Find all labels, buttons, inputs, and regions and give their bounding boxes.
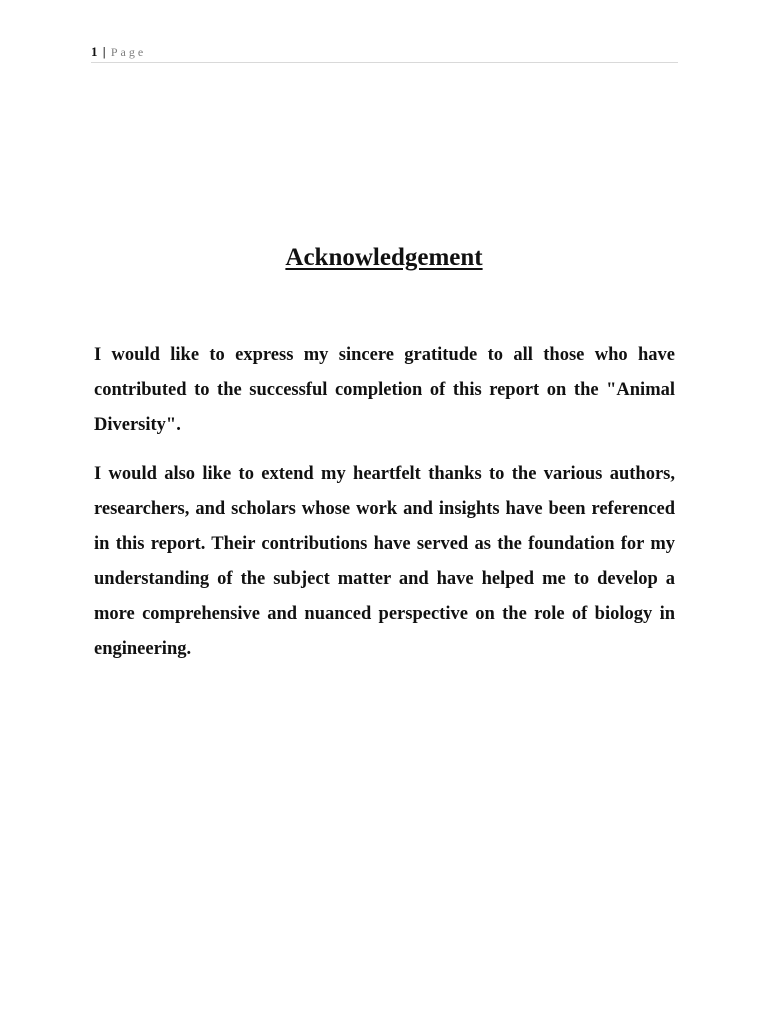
paragraph-2: I would also like to extend my heartfelt thanks to the various authors, researchers, and scholars whose work and insights have been referenced in this report. Their contributions have served as the foundation for my understanding of the subject matter and have helped me to develop a more comprehensive and nuanced perspective on the role of biology in engineering. [94,464,675,659]
document-title: Acknowledgement [285,244,483,271]
page-label: Page [110,45,147,59]
paragraph-1: I would like to express my sincere gratitude to all those who have contributed to the successful completion of this report on the "Animal Diversity". [94,345,675,435]
page-header [91,42,678,63]
page-number: 1 [91,44,98,59]
page-separator: | [102,44,106,59]
document-body [94,338,675,681]
